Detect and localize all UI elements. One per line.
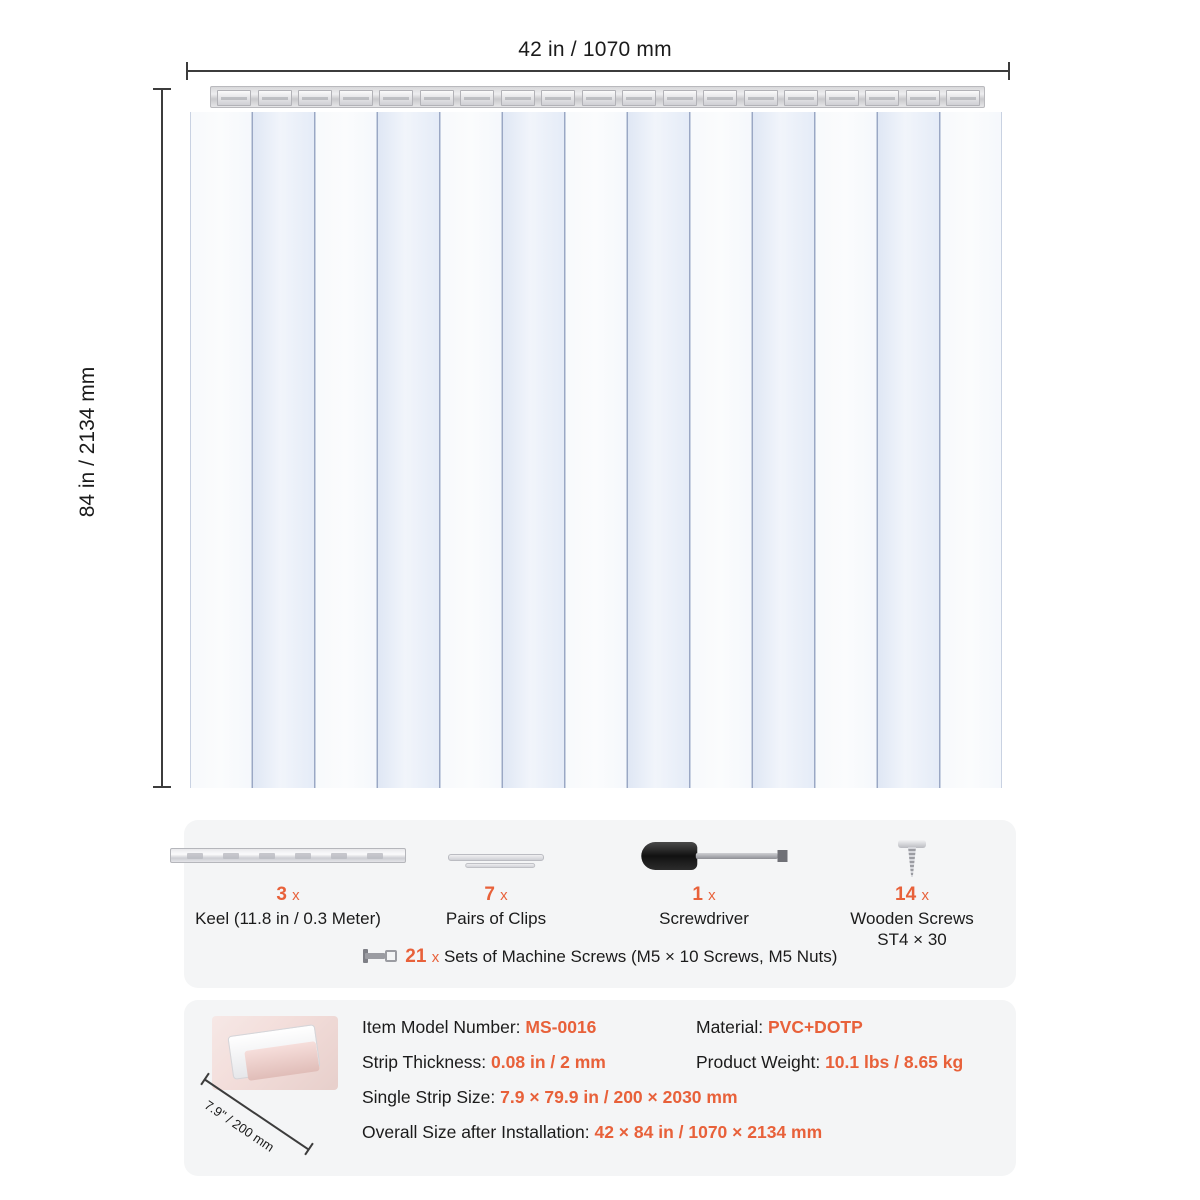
width-dimension-tick-right [1008,62,1010,80]
rail-segment [258,90,292,106]
rail-segment [663,90,697,106]
rail-segment [420,90,454,106]
spec-label: Product Weight: [696,1052,821,1072]
rail-segment [946,90,980,106]
rail-segment [865,90,899,106]
spec-value: PVC+DOTP [767,1017,863,1037]
thumbnail-dimension-label: 7.9" / 200 mm [201,1097,277,1155]
left-margin [0,0,118,1200]
machine-screws-line [184,946,1016,968]
spec-value: 10.1 lbs / 8.65 kg [825,1052,964,1072]
spec-label: Overall Size after Installation: [362,1122,590,1142]
width-dimension-tick-left [186,62,188,80]
curtain-strip [815,112,877,788]
part-item [184,834,392,944]
machine-screws-count: 21 x [405,946,440,967]
curtain-strip [877,112,939,788]
strip-thumbnail [198,1012,356,1162]
curtain-strip [752,112,814,788]
spec-label: Strip Thickness: [362,1052,487,1072]
rail-segment [298,90,332,106]
part-name-line: Keel (11.8 in / 0.3 Meter) [195,909,381,928]
part-art [392,834,600,878]
rail-segment [582,90,616,106]
rail-segment [379,90,413,106]
rail-segment [622,90,656,106]
spec-value: 42 × 84 in / 1070 × 2134 mm [594,1122,823,1142]
curtain-strip [502,112,564,788]
part-count: 14 x [895,884,929,905]
keel-icon [170,848,406,863]
spec-label: Single Strip Size: [362,1087,496,1107]
curtain-strip [377,112,439,788]
strip-roll-photo [212,1016,338,1090]
spec-value: MS-0016 [525,1017,597,1037]
spec-label: Material: [696,1017,764,1037]
strip-panel-group [190,112,1002,788]
part-name-line: ST4 × 30 [877,930,947,949]
part-count: 1 x [692,884,716,905]
height-dimension-tick-top [153,88,171,90]
part-item [600,834,808,944]
rail-segment [501,90,535,106]
rail-segment [825,90,859,106]
spec-value: 0.08 in / 2 mm [491,1052,606,1072]
curtain-strip [690,112,752,788]
curtain-strip [565,112,627,788]
machine-screw-icon [363,947,397,967]
rail-segment [703,90,737,106]
included-parts-panel [184,820,1016,988]
spec-label: Item Model Number: [362,1017,521,1037]
curtain-strip [940,112,1002,788]
specifications-panel [184,1000,1016,1176]
part-count: 7 x [484,884,508,905]
curtain-strip [315,112,377,788]
height-dimension-tick-bottom [153,786,171,788]
spec-row [362,1086,1004,1108]
width-dimension-line [186,70,1010,72]
curtain-strip [252,112,314,788]
part-art [184,834,392,878]
part-art [600,834,808,878]
spec-row [362,1016,1004,1038]
rail-segment [460,90,494,106]
height-dimension-line [161,88,163,788]
mounting-rail [210,86,985,108]
part-item [808,834,1016,949]
spec-row [362,1051,1004,1073]
part-name-line: Screwdriver [659,909,749,928]
rail-segment [906,90,940,106]
rail-segment [217,90,251,106]
part-item [392,834,600,944]
width-dimension-label: 42 in / 1070 mm [518,38,672,61]
rail-segment [784,90,818,106]
part-count: 3 x [276,884,300,905]
rail-segment [541,90,575,106]
rail-segment [744,90,778,106]
curtain-strip [440,112,502,788]
part-name-line: Wooden Screws [850,909,974,928]
curtain-strip [627,112,689,788]
height-dimension-label: 84 in / 2134 mm [76,366,99,518]
part-art [808,834,1016,878]
curtain-strip [190,112,252,788]
part-name-line: Pairs of Clips [445,909,547,928]
rail-segment [339,90,373,106]
right-margin [1082,0,1200,1200]
spec-value: 7.9 × 79.9 in / 200 × 2030 mm [500,1087,738,1107]
machine-screws-label: Sets of Machine Screws (M5 × 10 Screws, M5 Nuts) [443,947,838,966]
spec-row [362,1121,1004,1143]
pvc-strip-curtain-illustration [190,86,1002,788]
